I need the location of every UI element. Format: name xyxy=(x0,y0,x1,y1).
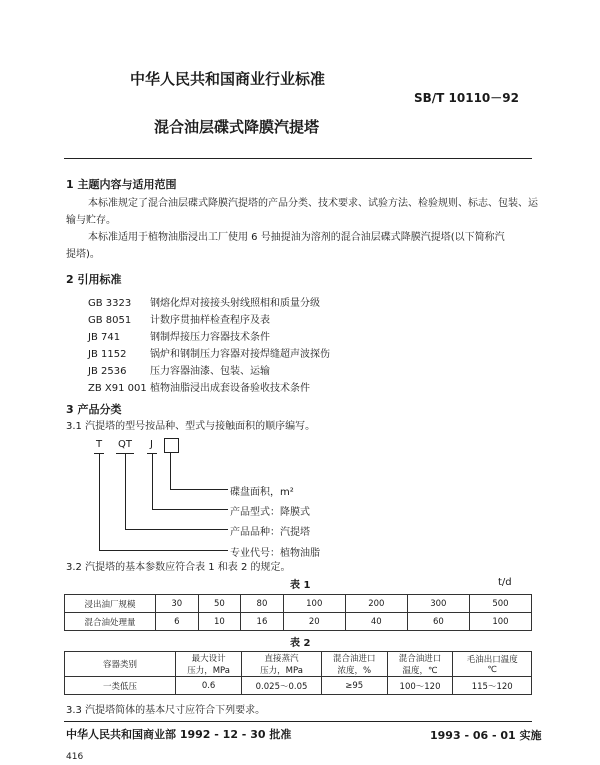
section-3-heading: 3 产品分类 xyxy=(66,403,122,416)
reference-title: 锅炉和钢制压力容器对接焊缝超声波探伤 xyxy=(150,349,330,360)
table-2-caption: 表 2 xyxy=(290,638,311,649)
table-cell: 100～120 xyxy=(387,677,453,695)
header-rule xyxy=(64,158,532,159)
leader-vertical xyxy=(99,453,100,550)
reference-title: 钢熔化焊对接接头射线照相和质量分级 xyxy=(150,298,320,309)
table-header-cell xyxy=(65,652,176,677)
reference-item xyxy=(88,311,270,326)
table-cell: 200 xyxy=(345,595,407,613)
label-disc-area: 碟盘面积，m² xyxy=(230,487,294,498)
table-cell: 混合油处理量 xyxy=(65,613,156,631)
reference-item xyxy=(88,328,270,343)
clause-3-3: 3.3 汽提塔简体的基本尺寸应符合下列要求。 xyxy=(66,705,266,716)
table-cell: 115～120 xyxy=(453,677,532,695)
reference-title: 压力容器油漆、包装、运输 xyxy=(150,366,270,377)
leader-horizontal xyxy=(99,550,228,551)
reference-item xyxy=(88,362,270,377)
table-cell: 60 xyxy=(407,613,469,631)
section-1-heading: 1 主题内容与适用范围 xyxy=(66,178,177,191)
table-2 xyxy=(64,651,532,695)
reference-title: 植物油脂浸出成套设备验收技术条件 xyxy=(150,383,310,394)
reference-item xyxy=(88,294,320,309)
header-line: ℃ xyxy=(487,665,497,675)
table-cell: 50 xyxy=(198,595,241,613)
reference-item xyxy=(88,345,330,360)
table-cell: 0.6 xyxy=(176,677,242,695)
table-cell: 20 xyxy=(283,613,345,631)
section-1-para-2a: 本标准适用于植物油脂浸出工厂使用 6 号抽提油为溶剂的混合油层碟式降膜汽提塔(以下简称汽 xyxy=(88,232,505,243)
reference-code: ZB X91 001 xyxy=(88,383,147,394)
table-cell: 6 xyxy=(156,613,199,631)
header-line: 最大设计 xyxy=(191,654,226,664)
table-cell: 80 xyxy=(241,595,284,613)
table-header-cell xyxy=(453,652,532,677)
header-line: 容器类别 xyxy=(102,660,137,670)
table-header-cell xyxy=(387,652,453,677)
table-cell: 0.025～0.05 xyxy=(242,677,322,695)
code-t: T xyxy=(96,439,103,450)
table-1 xyxy=(64,594,532,631)
table-cell: 一类低压 xyxy=(65,677,176,695)
leader-vertical xyxy=(152,453,153,509)
document-title: 混合油层碟式降膜汽提塔 xyxy=(154,118,320,136)
reference-code: JB 741 xyxy=(88,332,121,343)
label-specialty-code: 专业代号：植物油脂 xyxy=(230,548,320,559)
reference-title: 钢制焊接压力容器技术条件 xyxy=(150,332,270,343)
area-placeholder-box xyxy=(164,438,179,453)
reference-item xyxy=(88,379,310,394)
code-qt: QT xyxy=(118,439,132,450)
table-1-unit: t/d xyxy=(498,577,512,588)
table-cell: 10 xyxy=(198,613,241,631)
leader-vertical xyxy=(170,452,171,489)
header-line: 混合油进口 xyxy=(333,654,376,664)
issuing-body: 中华人民共和国商业行业标准 xyxy=(130,70,326,88)
reference-code: GB 8051 xyxy=(88,315,132,326)
approval-line: 中华人民共和国商业部 1992 - 12 - 30 批准 xyxy=(66,728,292,741)
reference-code: GB 3323 xyxy=(88,298,132,309)
reference-code: JB 2536 xyxy=(88,366,127,377)
table-cell: 100 xyxy=(469,613,531,631)
table-cell: 100 xyxy=(283,595,345,613)
header-line: 混合油进口 xyxy=(398,654,442,664)
reference-title: 计数序贯抽样检查程序及表 xyxy=(150,315,270,326)
header-line: 浓度，% xyxy=(337,666,372,676)
header-line: 温度，℃ xyxy=(402,666,438,676)
leader-vertical xyxy=(125,453,126,529)
effective-date: 1993 - 06 - 01 实施 xyxy=(430,729,542,742)
leader-horizontal xyxy=(152,509,228,510)
table-header-cell xyxy=(321,652,387,677)
standard-number: SB/T 10110－92 xyxy=(414,91,519,105)
section-1-para-2b: 提塔)。 xyxy=(66,249,100,260)
table-cell: 300 xyxy=(407,595,469,613)
header-line: 直接蒸汽 xyxy=(264,654,299,664)
footer-rule xyxy=(64,721,532,722)
table-1-caption: 表 1 xyxy=(290,580,311,591)
table-header-cell xyxy=(242,652,322,677)
section-2-heading: 2 引用标准 xyxy=(66,273,122,286)
section-1-para-1b: 输与贮存。 xyxy=(66,215,116,226)
table-cell: ≥95 xyxy=(321,677,387,695)
table-cell: 16 xyxy=(241,613,284,631)
clause-3-1: 3.1 汽提塔的型号按品种、型式与接触面积的顺序编写。 xyxy=(66,421,316,432)
table-header-cell xyxy=(176,652,242,677)
table-cell: 500 xyxy=(469,595,531,613)
table-row xyxy=(65,595,532,613)
clause-3-2: 3.2 汽提塔的基本参数应符合表 1 和表 2 的规定。 xyxy=(66,562,291,573)
table-cell: 40 xyxy=(345,613,407,631)
header-line: 压力，MPa xyxy=(187,666,230,676)
leader-horizontal xyxy=(125,529,228,530)
header-line: 压力，MPa xyxy=(260,666,303,676)
leader-horizontal xyxy=(170,489,228,490)
code-j: J xyxy=(150,439,153,450)
table-row xyxy=(65,613,532,631)
header-line: 毛油出口温度 xyxy=(466,655,518,665)
label-product-kind: 产品品种：汽提塔 xyxy=(230,527,310,538)
page-number: 416 xyxy=(66,752,84,762)
table-row xyxy=(65,677,532,695)
table-cell: 30 xyxy=(156,595,199,613)
table-header-row xyxy=(65,652,532,677)
section-1-para-1a: 本标准规定了混合油层碟式降膜汽提塔的产品分类、技术要求、试验方法、检验规则、标志、包装、运 xyxy=(88,198,538,209)
reference-code: JB 1152 xyxy=(88,349,127,360)
label-product-type: 产品型式：降膜式 xyxy=(230,507,310,518)
table-cell: 浸出油厂规模 xyxy=(65,595,156,613)
